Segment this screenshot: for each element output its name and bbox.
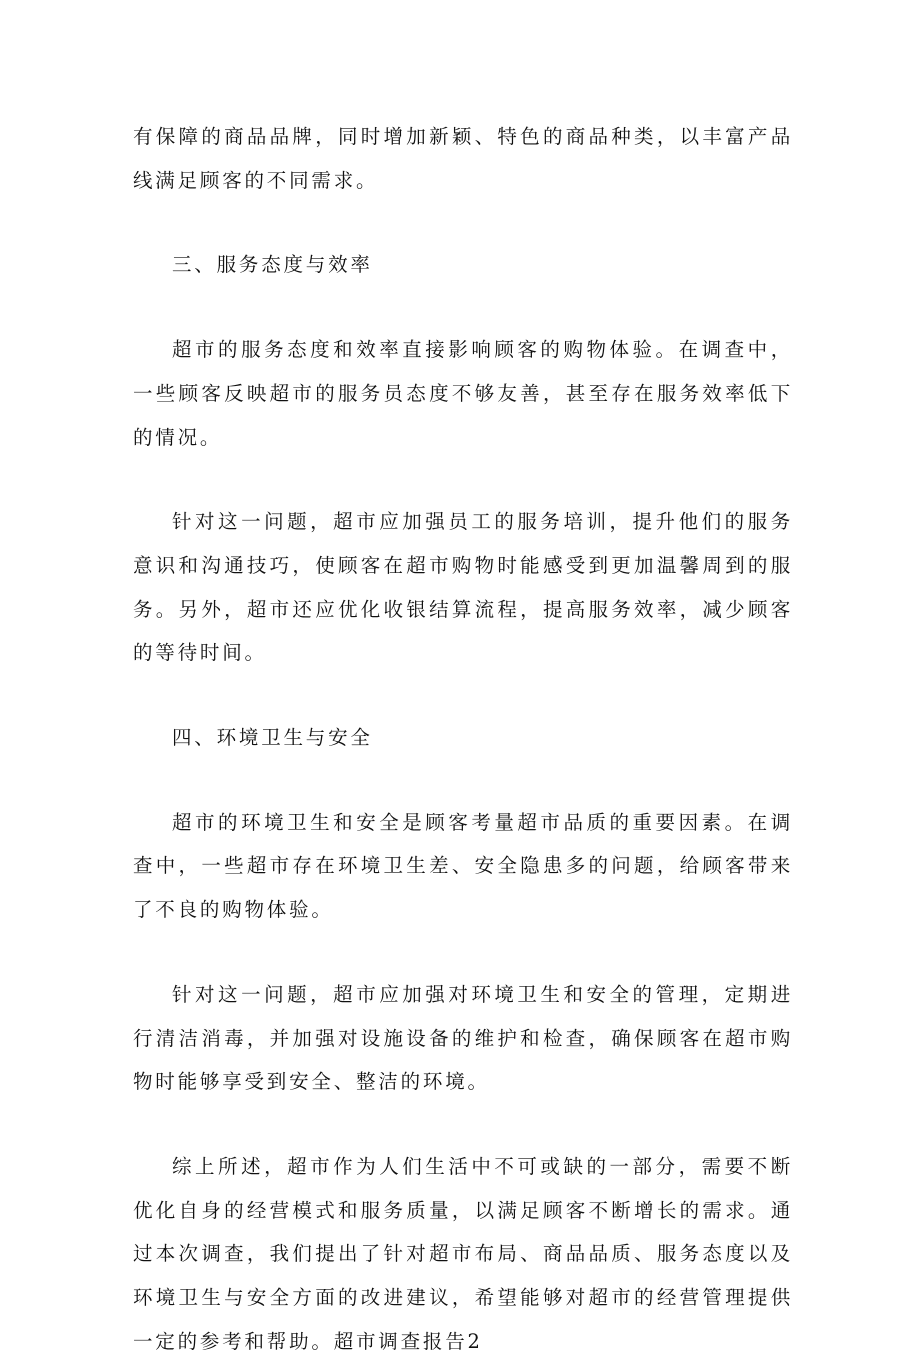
paragraph-continuation: 有保障的商品品牌，同时增加新颖、特色的商品种类，以丰富产品线满足顾客的不同需求。 — [133, 125, 793, 192]
document-body — [133, 115, 793, 1363]
paragraph-conclusion: 综上所述，超市作为人们生活中不可或缺的一部分，需要不断优化自身的经营模式和服务质量，以满足顾客不断增长的需求。通过本次调查，我们提出了针对超市布局、商品品质、服务态度以及环境卫生与安全方面的改进建议，希望能够对超市的经营管理提供一定的参考和帮助。超市调查报告2 — [133, 1154, 793, 1353]
paragraph-service-findings: 超市的服务态度和效率直接影响顾客的购物体验。在调查中，一些顾客反映超市的服务员态度不够友善，甚至存在服务效率低下的情况。 — [133, 338, 793, 449]
paragraph-environment-recommendations: 针对这一问题，超市应加强对环境卫生和安全的管理，定期进行清洁消毒，并加强对设施设备的维护和检查，确保顾客在超市购物时能够享受到安全、整洁的环境。 — [133, 982, 793, 1094]
paragraph-service-recommendations: 针对这一问题，超市应加强员工的服务培训，提升他们的服务意识和沟通技巧，使顾客在超市购物时能感受到更加温馨周到的服务。另外，超市还应优化收银结算流程，提高服务效率，减少顾客的等待时间。 — [133, 510, 793, 665]
paragraph-environment-findings: 超市的环境卫生和安全是顾客考量超市品质的重要因素。在调查中，一些超市存在环境卫生差、安全隐患多的问题，给顾客带来了不良的购物体验。 — [133, 810, 793, 922]
section-heading-service: 三、服务态度与效率 — [172, 253, 373, 277]
section-heading-environment: 四、环境卫生与安全 — [172, 726, 373, 750]
